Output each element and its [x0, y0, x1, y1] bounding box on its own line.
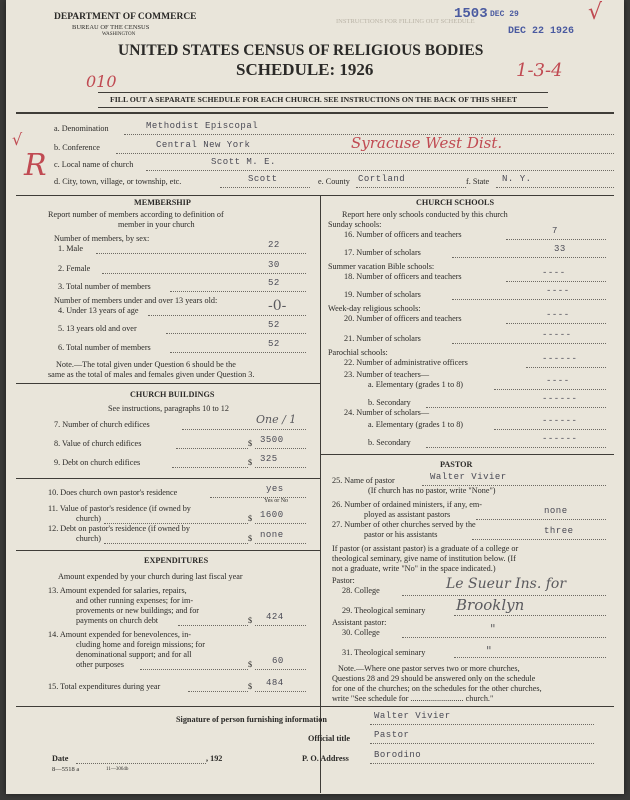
graduate-note-2: theological seminary, give name of institution below. (If: [332, 554, 516, 563]
schools-heading: CHURCH SCHOOLS: [416, 198, 495, 207]
q24b-label: b. Secondary: [368, 438, 411, 447]
county-field[interactable]: Cortland: [358, 174, 406, 184]
q23b-label: b. Secondary: [368, 398, 411, 407]
state-label: f. State: [466, 177, 490, 186]
graduate-note-1: If pastor (or assistant pastor) is a graduate of a college or: [332, 544, 519, 553]
q11-dollar: $: [248, 514, 253, 523]
q12-label-1: 12. Debt on pastor's residence (if owned by: [48, 524, 190, 533]
pastor-sublabel: Pastor:: [332, 576, 355, 585]
weekday-label: Week-day religious schools:: [328, 304, 421, 313]
q9-debt-field[interactable]: 325: [260, 454, 278, 464]
q25-note: (If church has no pastor, write "None"): [368, 486, 496, 495]
po-address-label: P. O. Address: [302, 754, 349, 763]
membership-intro-1: Report number of members according to definition of: [48, 210, 224, 219]
q30-field[interactable]: ": [490, 622, 496, 636]
q15-label: 15. Total expenditures during year: [48, 682, 161, 691]
q23a-field[interactable]: ----: [546, 376, 570, 386]
q5-label: 5. 13 years old and over: [58, 324, 137, 333]
q12-dollar: $: [248, 534, 253, 543]
q24a-label: a. Elementary (grades 1 to 8): [368, 420, 464, 429]
receipt-stamp-date-2: DEC 22 1926: [508, 26, 575, 37]
q23b-field[interactable]: ------: [542, 394, 578, 404]
q15-total-field[interactable]: 484: [266, 678, 284, 688]
q8-label: 8. Value of church edifices: [54, 439, 142, 448]
q1-label: 1. Male: [58, 244, 84, 253]
membership-intro-2: member in your church: [118, 220, 195, 229]
q11-label-2: church): [76, 514, 102, 523]
q24-label: 24. Number of scholars—: [344, 408, 430, 417]
q3-label: 3. Total number of members: [58, 282, 151, 291]
q26-label-2: ployed as assistant pastors: [364, 510, 451, 519]
q4-under13-field[interactable]: -0-: [268, 298, 287, 314]
age-intro-label: Number of members under and over 13 years old:: [54, 296, 218, 305]
department-label: DEPARTMENT OF COMMERCE: [54, 12, 197, 22]
denomination-field[interactable]: Methodist Episcopal: [146, 121, 259, 131]
q29-seminary-field[interactable]: Brooklyn: [456, 596, 525, 614]
q16-field[interactable]: 7: [552, 226, 558, 236]
official-title-field[interactable]: Pastor: [374, 730, 410, 740]
q14-dollar: $: [248, 660, 253, 669]
bleed-through-text: INSTRUCTIONS FOR FILLING OUT SCHEDULE: [336, 18, 475, 25]
pastor-note-2: Questions 28 and 29 should be answered only on the schedule: [332, 674, 536, 683]
po-address-field[interactable]: Borodino: [374, 750, 422, 760]
q7-label: 7. Number of church edifices: [54, 420, 150, 429]
conference-field[interactable]: Central New York: [156, 140, 251, 150]
q13-label-2: and other running expenses; for im-: [76, 596, 194, 605]
q7-edifices-field[interactable]: One / 1: [256, 413, 297, 426]
q14-label-3: denominational support; and for all: [76, 650, 192, 659]
bureau-label: BUREAU OF THE CENSUS: [72, 24, 150, 31]
q27-field[interactable]: three: [544, 526, 574, 536]
q15-dollar: $: [248, 682, 253, 691]
q11-label-1: 11. Value of pastor's residence (if owned by: [48, 504, 191, 513]
q18-label: 18. Number of officers and teachers: [344, 272, 462, 281]
date-label: Date: [52, 754, 69, 763]
signature-field[interactable]: Walter Vivier: [374, 711, 451, 721]
membership-heading: MEMBERSHIP: [134, 198, 191, 207]
graduate-note-3: not a graduate, write "No" in the space indicated.): [332, 564, 496, 573]
q27-label-1: 27. Number of other churches served by the: [332, 520, 476, 529]
q5-over13-field[interactable]: 52: [268, 320, 280, 330]
q17-label: 17. Number of scholars: [344, 248, 421, 257]
city-label: WASHINGTON: [102, 32, 136, 37]
signature-label: Signature of person furnishing information: [176, 715, 327, 724]
pastor-note-4: write "See schedule for .......................... church.": [332, 694, 494, 703]
q12-debt-field[interactable]: none: [260, 530, 284, 540]
q28-college-field[interactable]: Le Sueur Ins. for: [446, 576, 567, 592]
q25-label: 25. Name of pastor: [332, 476, 395, 485]
q13-label-4: payments on church debt: [76, 616, 159, 625]
expenditures-intro: Amount expended by your church during last fiscal year: [58, 572, 243, 581]
q26-label-1: 26. Number of ordained ministers, if any, em-: [332, 500, 482, 509]
q31-label: 31. Theological seminary: [342, 648, 426, 657]
q20-field[interactable]: ----: [546, 310, 570, 320]
by-sex-label: Number of members, by sex:: [54, 234, 150, 243]
pencil-code-2: 1-3-4: [516, 60, 563, 81]
q10-label: 10. Does church own pastor's residence: [48, 488, 178, 497]
pencil-check-mark: √: [588, 0, 603, 25]
city-field[interactable]: Scott: [248, 174, 278, 184]
q27-label-2: pastor or his assistants: [364, 530, 438, 539]
conference-label: b. Conference: [54, 143, 100, 152]
expenditures-heading: EXPENDITURES: [144, 556, 209, 565]
q28-label: 28. College: [342, 586, 380, 595]
pastor-heading: PASTOR: [440, 460, 473, 469]
fill-instruction: FILL OUT A SEPARATE SCHEDULE FOR EACH CHURCH. SEE INSTRUCTIONS ON THE BACK OF THIS SHEET: [110, 95, 518, 104]
city-label-field: d. City, town, village, or township, etc.: [54, 177, 182, 186]
q2-female-field[interactable]: 30: [268, 260, 280, 270]
date-year-label: , 192: [206, 754, 223, 763]
print-number: 11—3064b: [106, 767, 129, 772]
state-field[interactable]: N. Y.: [502, 174, 532, 184]
q19-label: 19. Number of scholars: [344, 290, 421, 299]
form-number: 8—5518 a: [52, 766, 80, 773]
q9-label: 9. Debt on church edifices: [54, 458, 141, 467]
assistant-sublabel: Assistant pastor:: [332, 618, 387, 627]
q25-pastor-name-field[interactable]: Walter Vivier: [430, 472, 507, 482]
q6-label: 6. Total number of members: [58, 343, 151, 352]
buildings-heading: CHURCH BUILDINGS: [130, 390, 215, 399]
q11-value-field[interactable]: 1600: [260, 510, 284, 520]
q22-field[interactable]: ------: [542, 354, 578, 364]
q23a-label: a. Elementary (grades 1 to 8): [368, 380, 464, 389]
q13-label-1: 13. Amount expended for salaries, repairs,: [48, 586, 187, 595]
q24a-field[interactable]: ------: [542, 416, 578, 426]
q1-male-field[interactable]: 22: [268, 240, 280, 250]
local-name-field[interactable]: Scott M. E.: [211, 157, 276, 167]
q23-label: 23. Number of teachers—: [344, 370, 430, 379]
receipt-stamp-number: 1503: [454, 6, 488, 22]
q13-dollar: $: [248, 616, 253, 625]
q14-label-4: other purposes: [76, 660, 124, 669]
q12-label-2: church): [76, 534, 102, 543]
schools-intro: Report here only schools conducted by this church: [342, 210, 508, 219]
q21-label: 21. Number of scholars: [344, 334, 421, 343]
official-title-label: Official title: [308, 734, 351, 743]
q31-field[interactable]: ": [486, 644, 492, 658]
pencil-code: 010: [86, 72, 117, 91]
q14-label-1: 14. Amount expended for benevolences, in-: [48, 630, 192, 639]
receipt-stamp-date-1: DEC 29: [490, 10, 519, 19]
q8-value-field[interactable]: 3500: [260, 435, 284, 445]
q14-label-2: cluding home and foreign missions; for: [76, 640, 205, 649]
q29-label: 29. Theological seminary: [342, 606, 426, 615]
membership-note-1: Note.—The total given under Question 6 should be the: [56, 360, 236, 369]
q17-field[interactable]: 33: [554, 244, 566, 254]
pencil-v-mark: √: [12, 130, 23, 149]
local-name-label: c. Local name of church: [54, 160, 134, 169]
q16-label: 16. Number of officers and teachers: [344, 230, 462, 239]
county-label: e. County: [318, 177, 350, 186]
q19-field[interactable]: ----: [546, 286, 570, 296]
q6-total-field[interactable]: 52: [268, 339, 280, 349]
q14-amount-field[interactable]: 60: [272, 656, 284, 666]
parochial-label: Parochial schools:: [328, 348, 388, 357]
q20-label: 20. Number of officers and teachers: [344, 314, 462, 323]
q21-field[interactable]: -----: [542, 330, 572, 340]
conference-pencil-note: Syracuse West Dist.: [351, 134, 503, 152]
q9-dollar: $: [248, 458, 253, 467]
denomination-label: a. Denomination: [54, 124, 109, 133]
q13-label-3: provements or new buildings; and for: [76, 606, 200, 615]
sunday-label: Sunday schools:: [328, 220, 382, 229]
q3-total-field[interactable]: 52: [268, 278, 280, 288]
q18-field[interactable]: ----: [542, 268, 566, 278]
q10-residence-field[interactable]: yes: [266, 484, 284, 494]
pastor-note-3: for one of the churches; on the schedules for the other churches,: [332, 684, 542, 693]
q8-dollar: $: [248, 439, 253, 448]
q22-label: 22. Number of administrative officers: [344, 358, 468, 367]
form-title: UNITED STATES CENSUS OF RELIGIOUS BODIES: [118, 42, 484, 59]
q2-label: 2. Female: [58, 264, 91, 273]
q13-amount-field[interactable]: 424: [266, 612, 284, 622]
summer-label: Summer vacation Bible schools:: [328, 262, 435, 271]
form-subtitle: SCHEDULE: 1926: [236, 60, 374, 79]
pastor-note-1: Note.—Where one pastor serves two or more churches,: [338, 664, 520, 673]
q26-field[interactable]: none: [544, 506, 568, 516]
membership-note-2: same as the total of males and females given under Question 3.: [48, 370, 255, 379]
q4-label: 4. Under 13 years of age: [58, 306, 139, 315]
q24b-field[interactable]: ------: [542, 434, 578, 444]
buildings-intro: See instructions, paragraphs 10 to 12: [108, 404, 229, 413]
pencil-r-mark: R: [24, 148, 47, 183]
census-schedule-sheet: [6, 0, 624, 794]
q30-label: 30. College: [342, 628, 380, 637]
yes-no-hint: Yes or No: [264, 498, 289, 504]
